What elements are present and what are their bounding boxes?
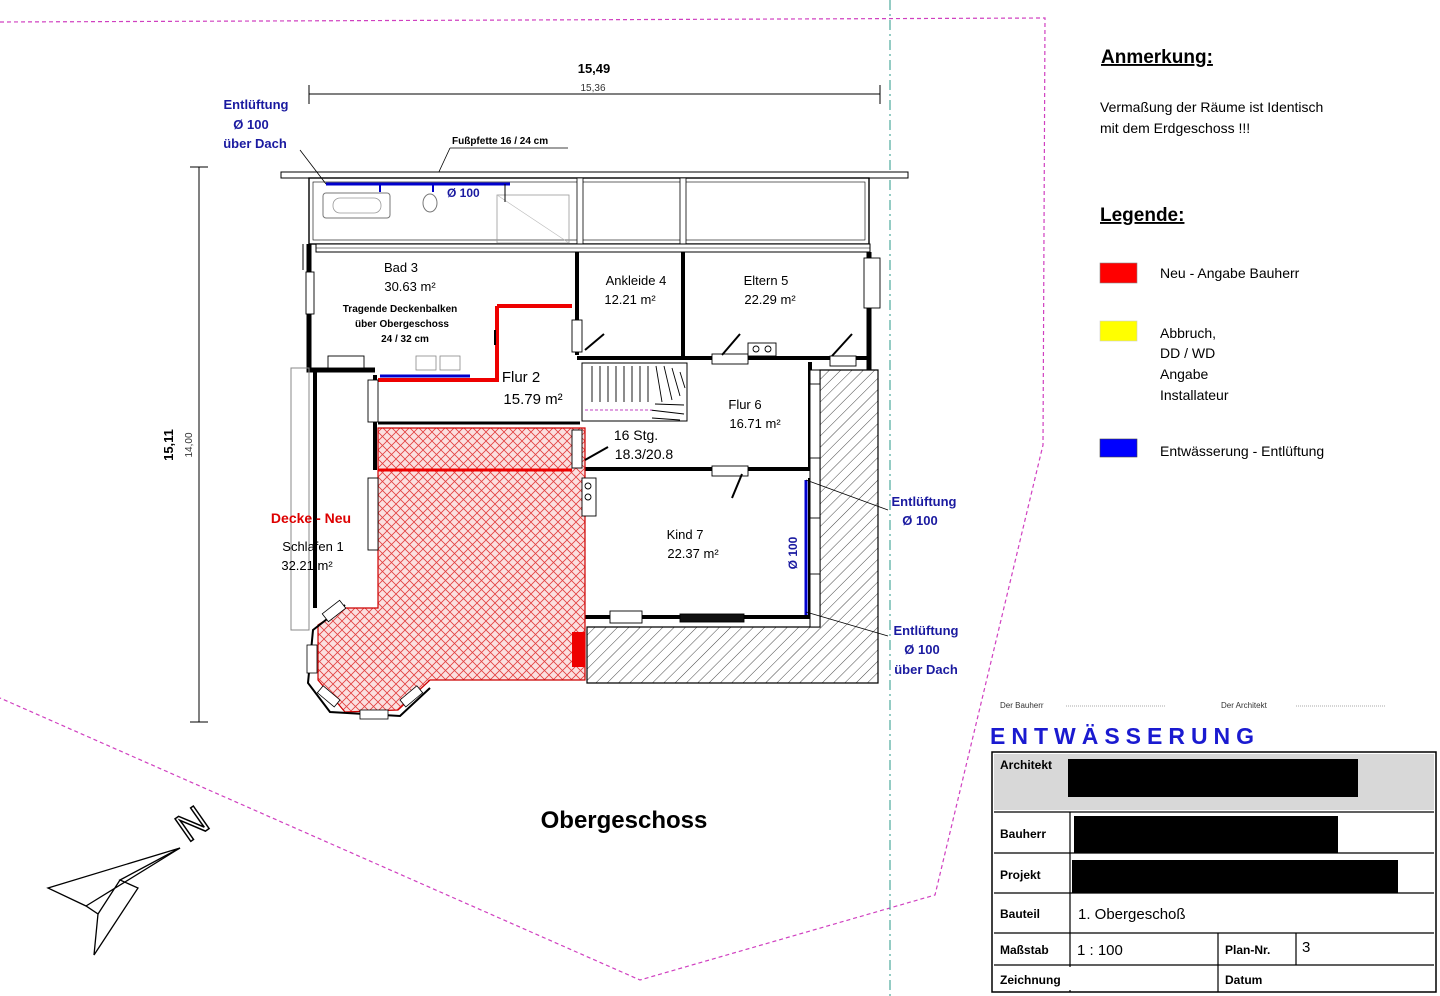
svg-text:Flur 2: Flur 2	[501, 369, 541, 386]
room-flur-2	[502, 369, 563, 408]
room-flur-6	[728, 397, 781, 431]
notes-heading: Anmerkung:	[1101, 47, 1213, 68]
svg-text:Entlüftung: Entlüftung	[223, 97, 289, 112]
svg-text:Ø 100: Ø 100	[902, 513, 938, 528]
vent-right-label-1	[892, 494, 957, 528]
svg-text:Installateur: Installateur	[1160, 387, 1229, 403]
svg-text:über Dach: über Dach	[223, 136, 287, 151]
row-architekt: Architekt	[1000, 758, 1053, 772]
massstab-value: 1 : 100	[1077, 942, 1123, 959]
svg-text:Ø 100: Ø 100	[904, 642, 940, 657]
decke-neu-label: Decke - Neu	[270, 510, 352, 526]
row-bauteil: Bauteil	[1000, 907, 1041, 921]
room-eltern-5	[744, 273, 797, 307]
title-block	[992, 752, 1436, 992]
svg-text:12.21 m²: 12.21 m²	[604, 292, 656, 307]
legend-label-red: Neu - Angabe Bauherr	[1160, 265, 1300, 281]
sheet-title: ENTWÄSSERUNG	[990, 723, 1261, 749]
row-bauherr: Bauherr	[1000, 827, 1047, 841]
balcony	[291, 368, 309, 630]
room-bad-3	[384, 260, 436, 294]
dimension-left	[161, 167, 208, 722]
svg-text:Schlafen 1: Schlafen 1	[282, 539, 344, 554]
north-label: N	[168, 798, 217, 851]
svg-text:über Dach: über Dach	[894, 662, 958, 677]
beam-label: Fußpfette 16 / 24 cm	[452, 136, 549, 147]
svg-text:15.79 m²: 15.79 m²	[503, 391, 563, 408]
legend-swatch-yellow	[1100, 321, 1137, 341]
redacted-projekt	[1072, 860, 1398, 893]
svg-text:Ø 100: Ø 100	[233, 117, 269, 132]
svg-text:Bad 3: Bad 3	[384, 260, 418, 275]
redacted-architekt	[1068, 759, 1358, 797]
svg-text:Entlüftung: Entlüftung	[891, 494, 957, 509]
plan-nr-value: 3	[1302, 939, 1311, 956]
plan-nr-label: Plan-Nr.	[1225, 943, 1271, 957]
vent-top-label	[223, 97, 288, 151]
dimension-left-sub: 14,00	[184, 432, 195, 458]
svg-text:Angabe: Angabe	[1160, 366, 1209, 382]
svg-text:30.63 m²: 30.63 m²	[384, 279, 436, 294]
pipe-vertical-label: Ø 100	[786, 536, 800, 570]
legend-label-blue: Entwässerung - Entlüftung	[1160, 443, 1325, 459]
dimension-top-sub: 15,36	[580, 83, 606, 94]
architekt-sign-label: Der Architekt	[1221, 701, 1267, 710]
svg-text:über Obergeschoss: über Obergeschoss	[355, 319, 449, 330]
svg-text:22.29 m²: 22.29 m²	[744, 292, 796, 307]
notes-line-2: mit dem Erdgeschoss !!!	[1100, 120, 1251, 136]
room-kind-7	[667, 527, 720, 561]
legend-heading: Legende:	[1100, 205, 1185, 226]
svg-text:Tragende Deckenbalken: Tragende Deckenbalken	[342, 304, 458, 315]
eave-beam	[281, 172, 908, 178]
dimension-top	[309, 61, 880, 104]
attic-strip	[309, 178, 869, 244]
svg-text:24 / 32 cm: 24 / 32 cm	[381, 334, 429, 345]
svg-text:Entlüftung: Entlüftung	[893, 623, 959, 638]
row-zeichnung: Zeichnung	[1000, 973, 1061, 987]
svg-text:Eltern 5: Eltern 5	[743, 273, 789, 288]
legend-swatch-red	[1100, 263, 1137, 283]
north-arrow-icon	[48, 798, 217, 955]
stairs-label	[614, 427, 674, 462]
bauherr-sign-label: Der Bauherr	[1000, 701, 1044, 710]
room-ankleide-4	[604, 273, 666, 307]
svg-text:Kind 7: Kind 7	[666, 527, 704, 542]
svg-text:32.21 m²: 32.21 m²	[281, 558, 333, 573]
legend-label-yellow	[1160, 325, 1229, 403]
svg-text:DD / WD: DD / WD	[1160, 345, 1216, 361]
dimension-top-value: 15,49	[577, 61, 611, 76]
new-column-red	[572, 632, 585, 667]
dimension-left-value: 15,11	[161, 429, 176, 461]
staircase	[582, 363, 687, 421]
svg-text:16.71 m²: 16.71 m²	[729, 416, 781, 431]
floor-title: Obergeschoss	[540, 807, 708, 834]
redacted-bauherr	[1074, 816, 1338, 853]
svg-text:Ankleide 4: Ankleide 4	[605, 273, 667, 288]
pipe-label: Ø 100	[447, 186, 480, 200]
toilet	[423, 194, 437, 212]
row-massstab: Maßstab	[1000, 943, 1049, 957]
svg-text:18.3/20.8: 18.3/20.8	[614, 446, 674, 462]
vent-right-label-2	[894, 623, 959, 677]
ceiling-note	[343, 304, 458, 345]
svg-text:22.37 m²: 22.37 m²	[667, 546, 719, 561]
datum-label: Datum	[1225, 973, 1263, 987]
svg-text:16 Stg.: 16 Stg.	[613, 427, 659, 443]
legend-swatch-blue	[1100, 439, 1137, 457]
svg-text:Flur 6: Flur 6	[728, 397, 762, 412]
bauteil-value: 1. Obergeschoß	[1078, 906, 1186, 923]
row-projekt: Projekt	[1000, 868, 1041, 882]
notes-line-1: Vermaßung der Räume ist Identisch	[1100, 99, 1324, 115]
svg-text:Abbruch,: Abbruch,	[1160, 325, 1217, 341]
